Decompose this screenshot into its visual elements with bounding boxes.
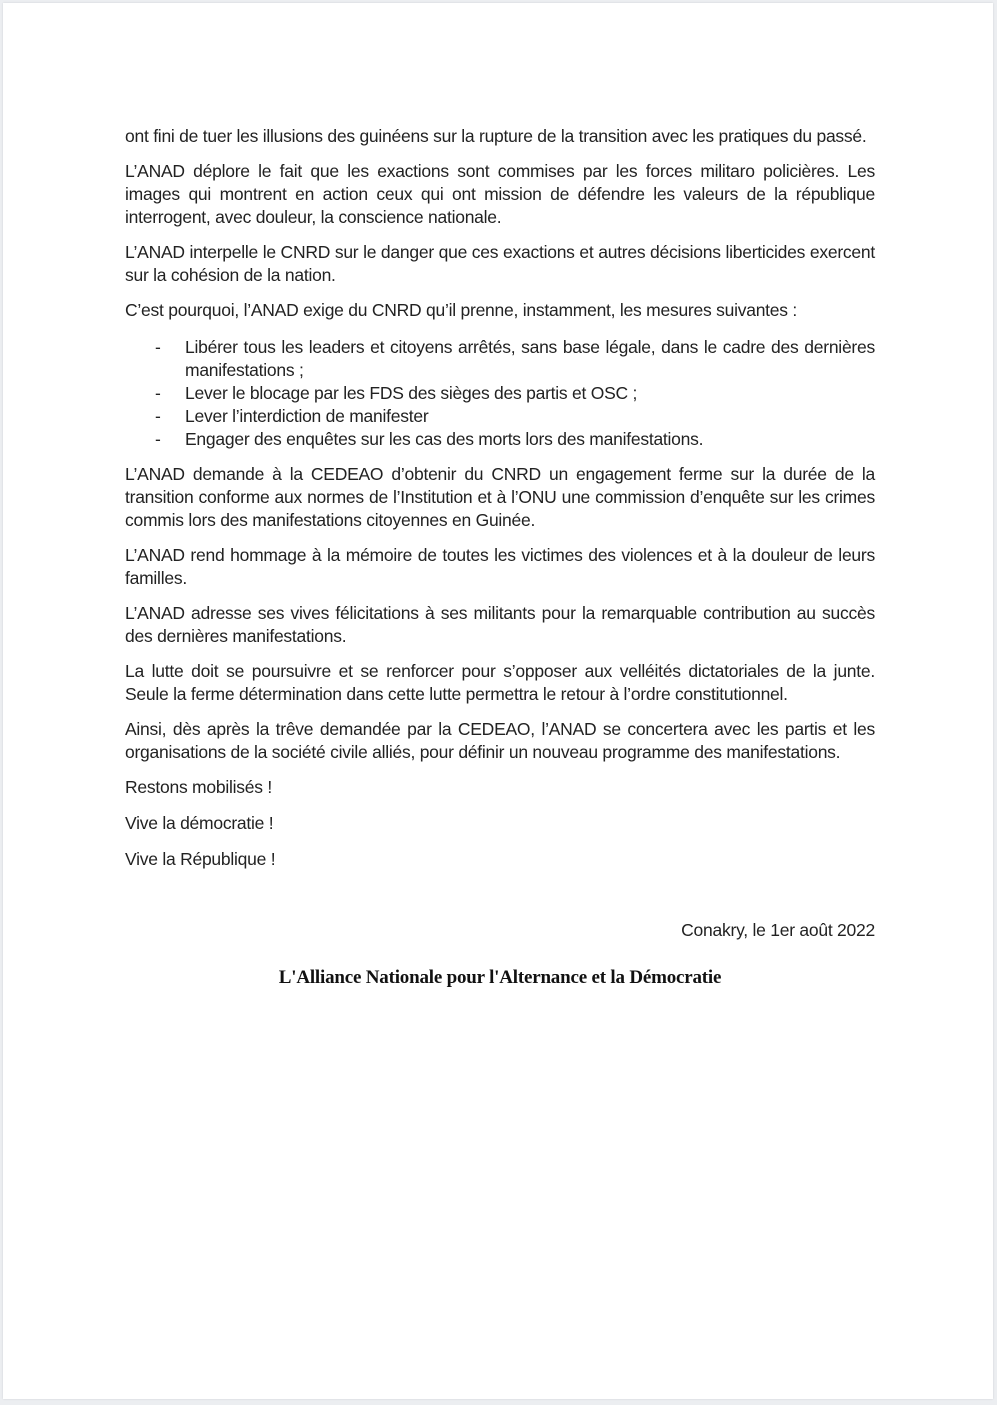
list-item — [155, 336, 875, 382]
bullet-dash: - — [155, 429, 161, 449]
paragraph-treve: Ainsi, dès après la trêve demandée par la CEDEAO, l’ANAD se concertera avec les partis et les organisations de la société civile alliés, pour définir un nouveau programme des manifestations. — [125, 719, 875, 762]
place-date: Conakry, le 1er août 2022 — [681, 920, 875, 940]
bullet-dash: - — [155, 406, 161, 426]
slogan-mobilises: Restons mobilisés ! — [125, 777, 272, 797]
bullet-dash: - — [155, 337, 161, 357]
document-body — [125, 125, 875, 989]
list-item-text: Libérer tous les leaders et citoyens arrêtés, sans base légale, dans le cadre des dernières manifestations ; — [185, 337, 875, 380]
list-item — [155, 428, 875, 451]
list-item — [155, 405, 875, 428]
slogan-republique: Vive la République ! — [125, 849, 276, 869]
measures-list — [125, 336, 875, 451]
list-item-text: Lever l’interdiction de manifester — [185, 406, 429, 426]
slogan-democratie: Vive la démocratie ! — [125, 813, 274, 833]
document-page — [3, 3, 993, 1399]
list-item-text: Engager des enquêtes sur les cas des morts lors des manifestations. — [185, 429, 704, 449]
paragraph-lutte: La lutte doit se poursuivre et se renforcer pour s’opposer aux velléités dictatoriales de la junte. Seule la ferme détermination dans cette lutte permettra le retour à l’ordre constitutionnel. — [125, 661, 875, 704]
paragraph-intro-continuation: ont fini de tuer les illusions des guinéens sur la rupture de la transition avec les pratiques du passé. — [125, 126, 867, 146]
paragraph-deplore: L’ANAD déplore le fait que les exactions sont commises par les forces militaro policières. Les images qui montrent en action ceux qui ont mission de défendre les valeurs de la république interrogent, avec douleur, la conscience nationale. — [125, 161, 875, 227]
paragraph-felicitations: L’ANAD adresse ses vives félicitations à ses militants pour la remarquable contribution au succès des dernières manifestations. — [125, 603, 875, 646]
paragraph-interpelle: L’ANAD interpelle le CNRD sur le danger que ces exactions et autres décisions liberticides exercent sur la cohésion de la nation. — [125, 242, 875, 285]
list-item-text: Lever le blocage par les FDS des sièges des partis et OSC ; — [185, 383, 638, 403]
paragraph-exige: C’est pourquoi, l’ANAD exige du CNRD qu’il prenne, instamment, les mesures suivantes : — [125, 300, 797, 320]
list-item — [155, 382, 875, 405]
paragraph-cedeao: L’ANAD demande à la CEDEAO d’obtenir du CNRD un engagement ferme sur la durée de la transition conforme aux normes de l’Institution et à l’ONU une commission d’enquête sur les crimes commis lors des manifestations citoyennes en Guinée. — [125, 464, 875, 530]
paragraph-hommage: L’ANAD rend hommage à la mémoire de toutes les victimes des violences et à la douleur de leurs familles. — [125, 545, 875, 588]
bullet-dash: - — [155, 383, 161, 403]
signature: L'Alliance Nationale pour l'Alternance et la Démocratie — [278, 967, 722, 988]
